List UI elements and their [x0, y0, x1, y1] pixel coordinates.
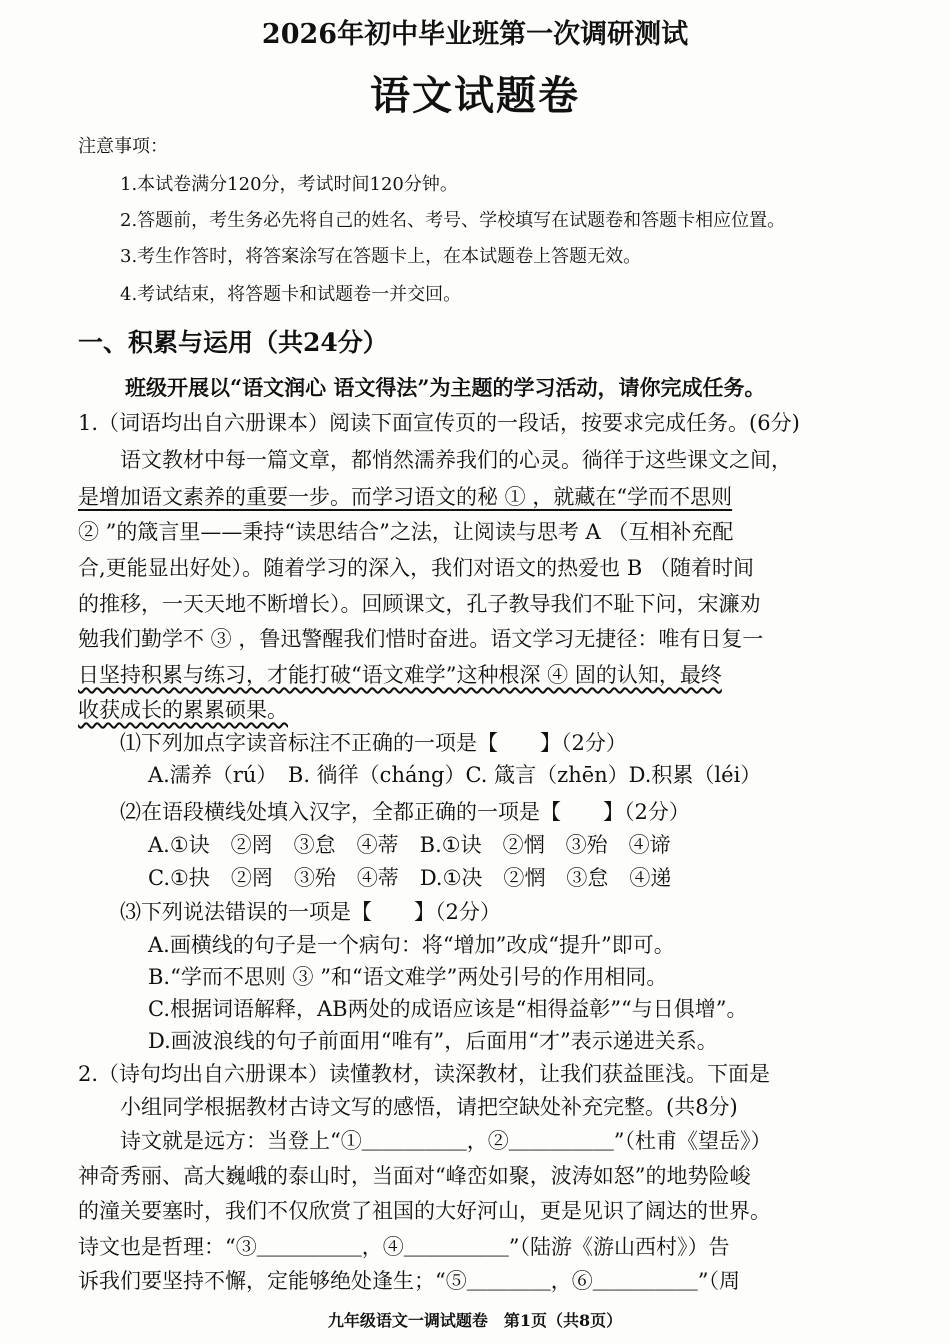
section-intro: 班级开展以“语文润心 语文得法”为主题的学习活动，请你完成任务。: [125, 375, 766, 400]
passage-line: 诗文也是哲理：“③＿＿＿＿＿，④＿＿＿＿＿”（陆游《游山西村》）告: [78, 1235, 730, 1259]
page-footer: 九年级语文一调试题卷 第1页（共8页）: [327, 1311, 623, 1330]
passage-line: 日坚持积累与练习，才能打破“语文难学”这种根深 ④ 固的认知，最终: [78, 663, 722, 687]
exam-title: 2026年初中毕业班第一次调研测试: [261, 19, 689, 50]
question-2-stem: 2.（诗句均出自六册课本）读懂教材，读深教材，让我们获益匪浅。下面是: [78, 1062, 771, 1086]
notice-item: 3.考生作答时，将答案涂写在答题卡上，在本试题卷上答题无效。: [120, 246, 642, 267]
notice-item: 1.本试卷满分120分，考试时间120分钟。: [120, 174, 458, 195]
subquestion-1-stem: ⑴下列加点字读音标注不正确的一项是【 】（2分）: [120, 731, 627, 755]
passage-line: 语文教材中每一篇文章，都悄然濡养我们的心灵。徜徉于这些课文之间，: [120, 448, 792, 472]
subquestion-3-option: C.根据词语解释，AB两处的成语应该是“相得益彰”“与日俱增”。: [148, 997, 748, 1021]
passage-line: 诉我们要坚持不懈，定能够绝处逢生；“⑤＿＿＿＿，⑥＿＿＿＿＿”（周: [78, 1269, 740, 1293]
question-1-stem: 1.（词语均出自六册课本）阅读下面宣传页的一段话，按要求完成任务。(6分): [78, 411, 800, 435]
passage-line: 收获成长的累累硕果。: [78, 698, 288, 722]
subquestion-3-option: A.画横线的句子是一个病句：将“增加”改成“提升”即可。: [148, 933, 675, 957]
subquestion-3-stem: ⑶下列说法错误的一项是【 】（2分）: [120, 900, 501, 924]
passage-line: 是增加语文素养的重要一步。而学习语文的秘 ① ，就藏在“学而不思则: [78, 485, 733, 509]
subquestion-3-option: B.“学而不思则 ③ ”和“语文难学”两处引号的作用相同。: [148, 965, 668, 989]
passage-line: 勉我们勤学不 ③ ，鲁迅警醒我们惜时奋进。语文学习无捷径：唯有日复一: [78, 627, 764, 651]
notice-item: 2.答题前，考生务必先将自己的姓名、考号、学校填写在试题卷和答题卡相应位置。: [120, 210, 786, 231]
subquestion-1-options: A.濡养（rú） B. 徜徉（cháng）C. 箴言（zhēn）D.积累（léi）: [148, 763, 762, 787]
question-2-stem: 小组同学根据教材古诗文写的感悟，请把空缺处补充完整。(共8分): [120, 1095, 738, 1119]
notice-item: 4.考试结束，将答题卡和试题卷一并交回。: [120, 284, 462, 305]
section-heading: 一、积累与运用（共24分）: [78, 328, 388, 357]
passage-line: ② ”的箴言里——秉持“读思结合”之法，让阅读与思考 A （互相补充配: [78, 520, 734, 544]
passage-line: 合,更能显出好处）。随着学习的深入，我们对语文的热爱也 B （随着时间: [78, 556, 754, 580]
notice-heading: 注意事项：: [78, 136, 168, 157]
passage-line: 神奇秀丽、高大巍峨的泰山时，当面对“峰峦如聚，波涛如怒”的地势险峻: [78, 1164, 751, 1188]
passage-line: 的潼关要塞时，我们不仅欣赏了祖国的大好河山，更是见识了阔达的世界。: [78, 1199, 771, 1223]
subquestion-2-options-row: C.①抉 ②罔 ③殆 ④蒂 D.①决 ②惘 ③怠 ④递: [148, 866, 672, 890]
passage-line: 的推移，一天天地不断增长）。回顾课文，孔子教导我们不耻下问，宋濂劝: [78, 592, 761, 616]
subquestion-2-options-row: A.①诀 ②罔 ③怠 ④蒂 B.①诀 ②惘 ③殆 ④谛: [148, 833, 671, 857]
subquestion-3-option: D.画波浪线的句子前面用“唯有”，后面用“才”表示递进关系。: [148, 1029, 718, 1053]
passage-line: 诗文就是远方：当登上“①＿＿＿＿＿，②＿＿＿＿＿”（杜甫《望岳》）: [120, 1129, 772, 1153]
subquestion-2-stem: ⑵在语段横线处填入汉字，全都正确的一项是【 】（2分）: [120, 800, 690, 824]
paper-title: 语文试题卷: [370, 72, 580, 119]
